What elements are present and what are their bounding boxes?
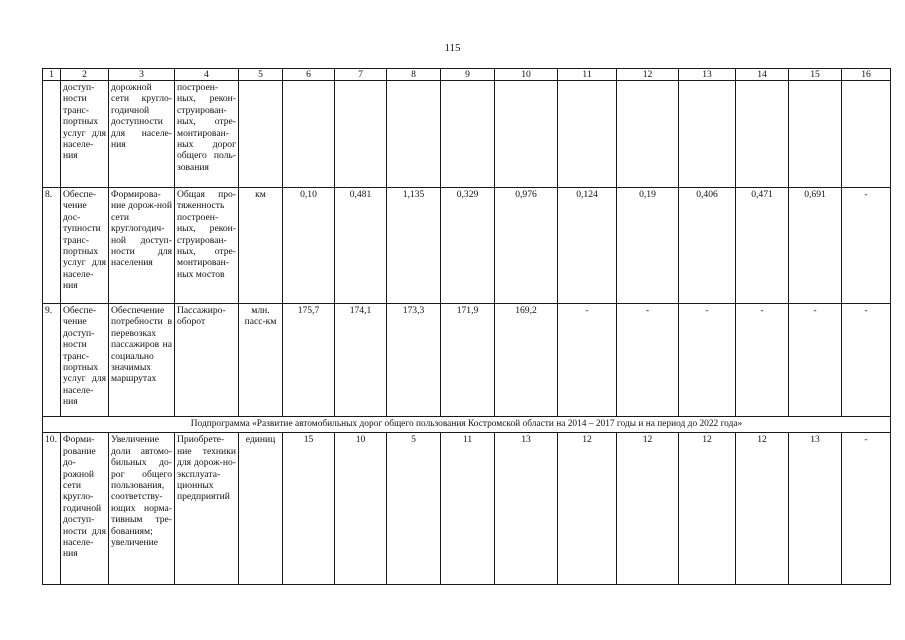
value-cell: - (679, 304, 736, 417)
value-cell: 173,3 (387, 304, 441, 417)
header-cell: 1 (43, 69, 61, 81)
value-cell: 0,329 (441, 188, 495, 304)
header-cell: 6 (283, 69, 335, 81)
value-cell (679, 81, 736, 188)
value-cell: 174,1 (335, 304, 387, 417)
value-cell: 12 (558, 433, 617, 585)
value-cell (617, 81, 679, 188)
value-cell (387, 81, 441, 188)
value-cell: 0,691 (789, 188, 842, 304)
value-cell: 15 (283, 433, 335, 585)
value-cell (736, 81, 789, 188)
subprogram-title: Подпрограмма «Развитие автомобильных дорог общего пользования Костромской области на 2014 – 2017 годы и на период до 2022 года» (43, 417, 891, 433)
task-cell: Обеспечение потребности в перевозках пассажиров на социально значимых маршрутах (109, 304, 175, 417)
header-cell: 12 (617, 69, 679, 81)
subprogram-row (43, 417, 891, 433)
task-cell: дорожной сети кругло-годичной доступности для населе-ния (109, 81, 175, 188)
header-cell: 9 (441, 69, 495, 81)
row-number: 9. (43, 304, 61, 417)
value-cell: 171,9 (441, 304, 495, 417)
unit-cell (239, 81, 283, 188)
header-cell: 10 (495, 69, 558, 81)
header-cell: 15 (789, 69, 842, 81)
header-cell: 3 (109, 69, 175, 81)
value-cell: 1,135 (387, 188, 441, 304)
table-row (43, 433, 891, 585)
indicators-table (42, 68, 891, 585)
header-cell: 5 (239, 69, 283, 81)
header-cell: 8 (387, 69, 441, 81)
value-cell: 175,7 (283, 304, 335, 417)
value-cell: 12 (736, 433, 789, 585)
unit-cell: млн. пасс-км (239, 304, 283, 417)
value-cell: - (842, 304, 891, 417)
value-cell: 11 (441, 433, 495, 585)
column-number-header (43, 69, 891, 81)
indicator-cell: Общая про-тяженность построен-ных, рекон-струирован-ных, отре-монтирован-ных мостов (175, 188, 239, 304)
value-cell: - (558, 304, 617, 417)
value-cell: 0,124 (558, 188, 617, 304)
row-number: 8. (43, 188, 61, 304)
value-cell (441, 81, 495, 188)
indicator-cell: Приобрете-ние техники для дорож-но-эксплуата-ционных предприятий (175, 433, 239, 585)
header-cell: 7 (335, 69, 387, 81)
value-cell: 12 (617, 433, 679, 585)
value-cell: - (789, 304, 842, 417)
header-cell: 11 (558, 69, 617, 81)
indicator-cell: построен-ных, рекон-струирован-ных, отре-монтирован-ных дорог общего поль-зования (175, 81, 239, 188)
value-cell (283, 81, 335, 188)
header-cell: 2 (61, 69, 109, 81)
value-cell: 0,10 (283, 188, 335, 304)
value-cell (495, 81, 558, 188)
header-cell: 4 (175, 69, 239, 81)
goal-cell: Форми-рование до-рожной сети кругло-годичной доступ-ности для населе-ния (61, 433, 109, 585)
value-cell (842, 81, 891, 188)
goal-cell: Обеспе-чение доступ-ности транс-портных услуг для населе-ния (61, 304, 109, 417)
table-row (43, 304, 891, 417)
value-cell: 13 (495, 433, 558, 585)
value-cell: 0,481 (335, 188, 387, 304)
indicator-cell: Пассажиро-оборот (175, 304, 239, 417)
row-number (43, 81, 61, 188)
header-cell: 14 (736, 69, 789, 81)
value-cell: 169,2 (495, 304, 558, 417)
task-cell: Формирова-ние дорож-ной сети круглогодич-ной доступ-ности для населения (109, 188, 175, 304)
goal-cell: Обеспе-чение дос-тупности транс-портных услуг для населе-ния (61, 188, 109, 304)
value-cell: 13 (789, 433, 842, 585)
row-number: 10. (43, 433, 61, 585)
header-cell: 13 (679, 69, 736, 81)
value-cell: 0,976 (495, 188, 558, 304)
page-number: 115 (444, 42, 461, 54)
value-cell (789, 81, 842, 188)
unit-cell: единиц (239, 433, 283, 585)
value-cell (558, 81, 617, 188)
value-cell: - (736, 304, 789, 417)
value-cell: 0,19 (617, 188, 679, 304)
value-cell: - (842, 433, 891, 585)
value-cell: - (842, 188, 891, 304)
value-cell (335, 81, 387, 188)
task-cell: Увеличение доли автомо-бильных до-рог общего пользования, соответству-ющих норма-тивным тре-бованиям; увеличение (109, 433, 175, 585)
table-row (43, 188, 891, 304)
value-cell: 12 (679, 433, 736, 585)
value-cell: 0,406 (679, 188, 736, 304)
value-cell: 10 (335, 433, 387, 585)
value-cell: 5 (387, 433, 441, 585)
value-cell: - (617, 304, 679, 417)
table-row (43, 81, 891, 188)
header-cell: 16 (842, 69, 891, 81)
value-cell: 0,471 (736, 188, 789, 304)
goal-cell: доступ-ности транс-портных услуг для населе-ния (61, 81, 109, 188)
unit-cell: км (239, 188, 283, 304)
